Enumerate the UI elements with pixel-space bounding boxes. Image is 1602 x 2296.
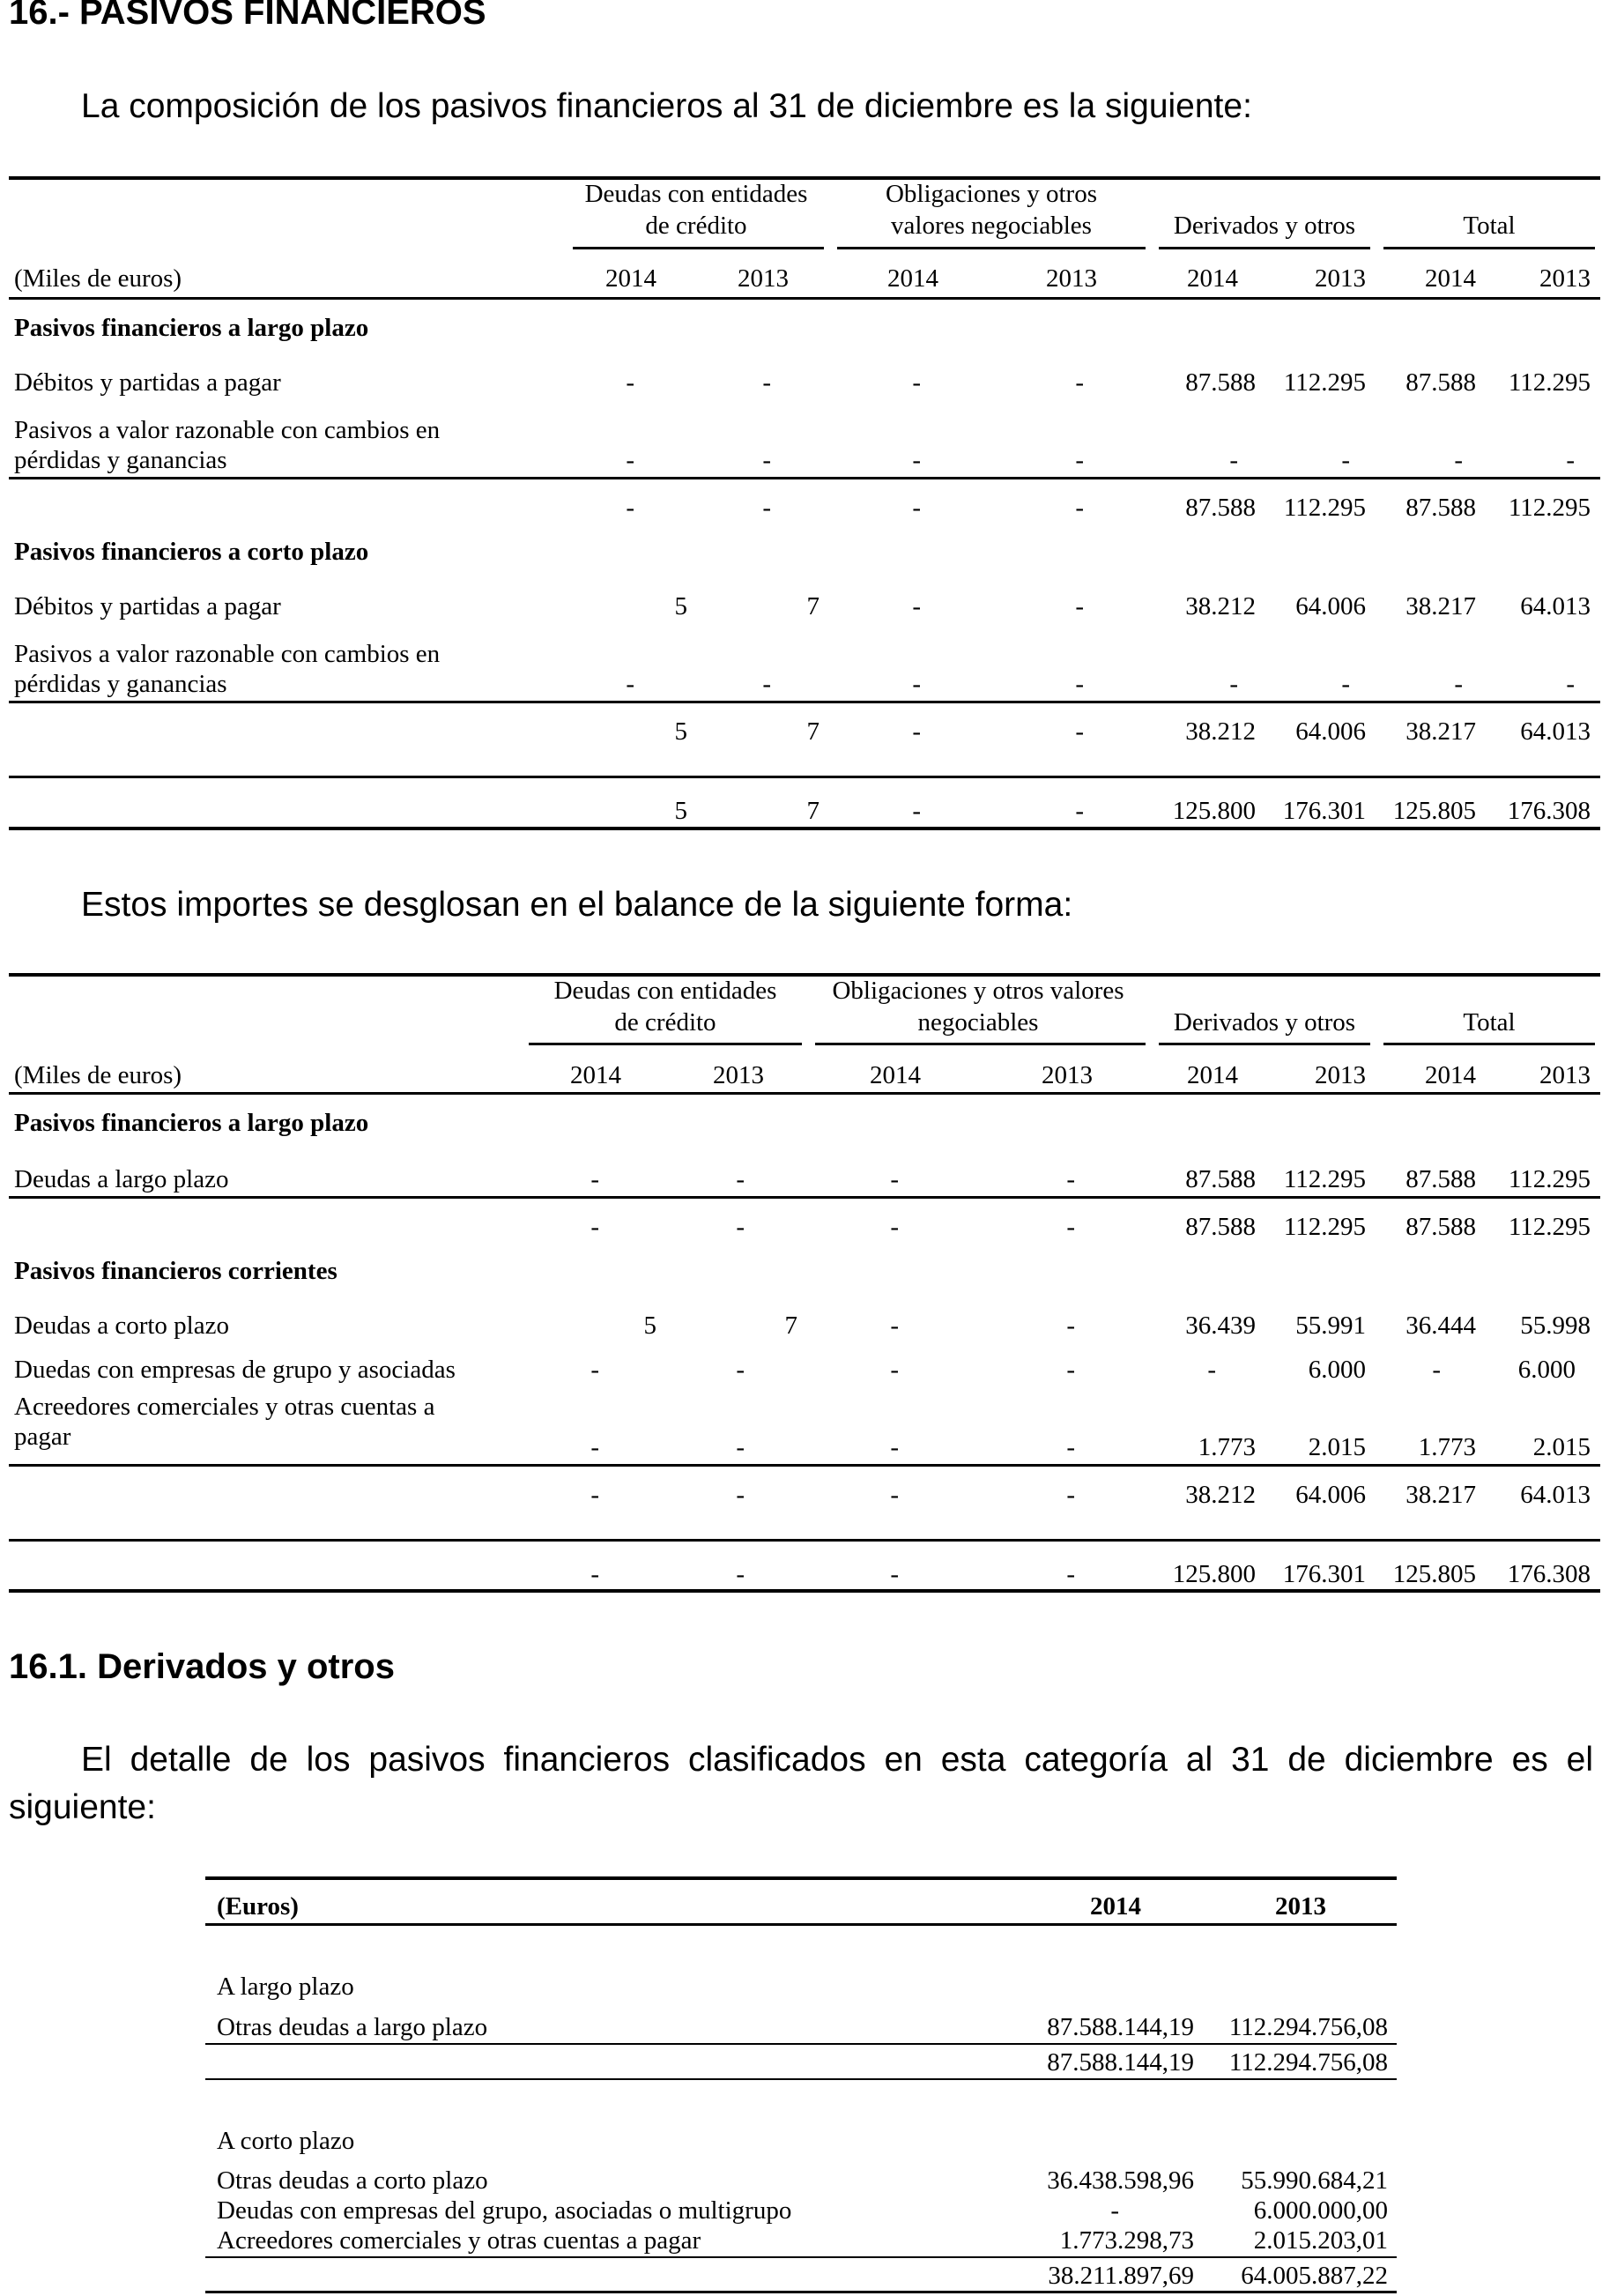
group-underline: [1159, 1043, 1370, 1045]
cell: 38.211.897,69: [1048, 2262, 1194, 2290]
row-label: Acreedores comerciales y otras cuentas a pagar: [217, 2226, 701, 2255]
cell: -: [1075, 797, 1084, 825]
group-underline: [1159, 247, 1370, 249]
cell: -: [1066, 1481, 1075, 1509]
year-header: 2014: [1187, 264, 1238, 293]
subsection-title: 16.1. Derivados y otros: [9, 1647, 395, 1686]
cell: -: [590, 1213, 599, 1241]
group-header-derivados: Derivados y otros: [1173, 1008, 1356, 1037]
cell: 55.990.684,21: [1241, 2166, 1388, 2195]
cell: -: [736, 1560, 745, 1588]
section-heading-corrientes: Pasivos financieros corrientes: [14, 1257, 337, 1285]
cell: 125.805: [1392, 1560, 1476, 1588]
cell: -: [762, 368, 771, 397]
cell: -: [1110, 2196, 1119, 2225]
cell: -: [590, 1560, 599, 1588]
cell: -: [1229, 446, 1238, 474]
cell: -: [590, 1481, 599, 1509]
cell: 112.295: [1283, 494, 1366, 522]
cell: -: [762, 446, 771, 474]
cell: 112.295: [1508, 494, 1591, 522]
group-header-deudas-line1: Deudas con entidades: [553, 977, 777, 1005]
cell: 1.773: [1418, 1433, 1476, 1461]
cell: -: [890, 1560, 899, 1588]
year-header: 2014: [605, 264, 656, 293]
cell: -: [1075, 670, 1084, 698]
cell: 5: [674, 592, 687, 620]
cell: -: [736, 1213, 745, 1241]
group-header-deudas-line2: de crédito: [614, 1008, 716, 1037]
cell: 7: [806, 797, 820, 825]
group-underline: [1383, 247, 1595, 249]
cell: -: [1454, 670, 1463, 698]
cell: -: [1207, 1356, 1216, 1384]
cell: 36.438.598,96: [1047, 2166, 1194, 2195]
cell: -: [736, 1356, 745, 1384]
cell: -: [912, 446, 921, 474]
cell: 87.588.144,19: [1047, 2013, 1194, 2041]
cell: 2.015: [1308, 1433, 1366, 1461]
group-header-obligaciones-line2: negociables: [917, 1008, 1039, 1037]
cell: -: [626, 368, 634, 397]
section-heading-largo-plazo: Pasivos financieros a largo plazo: [14, 1109, 369, 1137]
cell: 7: [806, 717, 820, 746]
cell: 176.301: [1282, 797, 1366, 825]
group-header-obligaciones-line1: Obligaciones y otros: [885, 180, 1097, 208]
cell: 36.439: [1185, 1311, 1256, 1340]
unit-label: (Miles de euros): [14, 264, 182, 293]
cell: -: [1341, 446, 1350, 474]
section-title: 16.- PASIVOS FINANCIEROS: [9, 0, 486, 32]
cell: -: [736, 1481, 745, 1509]
cell: 87.588.144,19: [1047, 2048, 1194, 2077]
row-label: Duedas con empresas de grupo y asociadas: [14, 1356, 456, 1384]
cell: 64.006: [1295, 592, 1366, 620]
cell: 36.444: [1405, 1311, 1476, 1340]
cell: 1.773: [1198, 1433, 1256, 1461]
subtotal-rule: [205, 2256, 1397, 2258]
cell: -: [912, 368, 921, 397]
group-header-total: Total: [1463, 212, 1516, 240]
row-label-line1: Pasivos a valor razonable con cambios en: [14, 640, 441, 668]
intro-paragraph-2: Estos importes se desglosan en el balance de la siguiente forma:: [81, 886, 1073, 924]
cell: 176.301: [1282, 1560, 1366, 1588]
header-bottom-rule: [9, 1092, 1600, 1095]
cell: 112.295: [1508, 368, 1591, 397]
cell: 64.005.887,22: [1241, 2262, 1388, 2290]
cell: -: [736, 1433, 745, 1461]
cell: 7: [806, 592, 820, 620]
cell: 87.588: [1405, 494, 1476, 522]
cell: 87.588: [1405, 1213, 1476, 1241]
cell: 87.588: [1405, 1165, 1476, 1193]
section-heading-corto-plazo: Pasivos financieros a corto plazo: [14, 538, 369, 566]
row-label-line2: pérdidas y ganancias: [14, 670, 227, 698]
row-label-line2: pérdidas y ganancias: [14, 446, 227, 474]
cell: -: [890, 1481, 899, 1509]
year-header: 2014: [1090, 1892, 1141, 1921]
cell: 6.000.000,00: [1253, 2196, 1388, 2225]
cell: -: [1066, 1356, 1075, 1384]
subtotal-bottom-rule: [205, 2078, 1397, 2080]
cell: 64.006: [1295, 1481, 1366, 1509]
year-header: 2013: [1046, 264, 1097, 293]
cell: -: [1066, 1560, 1075, 1588]
cell: 112.295: [1283, 1165, 1366, 1193]
subtotal-rule: [205, 2043, 1397, 2045]
group-underline: [837, 247, 1146, 249]
table-top-rule: [205, 1876, 1397, 1880]
year-header: 2014: [1425, 264, 1476, 293]
cell: -: [626, 494, 634, 522]
cell: 38.217: [1405, 1481, 1476, 1509]
cell: -: [1454, 446, 1463, 474]
row-label-line2: pagar: [14, 1423, 71, 1451]
cell: 1.773.298,73: [1059, 2226, 1194, 2255]
cell: -: [1229, 670, 1238, 698]
cell: 5: [674, 717, 687, 746]
year-header: 2013: [1539, 264, 1591, 293]
row-label: Deudas a largo plazo: [14, 1165, 229, 1193]
group-underline: [573, 247, 824, 249]
cell: 112.294.756,08: [1228, 2048, 1388, 2077]
cell: -: [912, 717, 921, 746]
header-bottom-rule: [205, 1923, 1397, 1926]
year-header: 2013: [1315, 1061, 1366, 1089]
cell: 87.588: [1185, 1165, 1256, 1193]
row-label: Otras deudas a corto plazo: [217, 2166, 488, 2195]
cell: 176.308: [1507, 1560, 1591, 1588]
year-header: 2014: [870, 1061, 921, 1089]
cell: 38.212: [1185, 592, 1256, 620]
table-bottom-rule: [9, 1589, 1600, 1593]
cell: 55.991: [1295, 1311, 1366, 1340]
subtotal-rule: [9, 1464, 1600, 1467]
cell: 125.800: [1172, 1560, 1256, 1588]
cell: 64.013: [1520, 1481, 1591, 1509]
table-bottom-rule: [9, 827, 1600, 830]
unit-label: (Miles de euros): [14, 1061, 182, 1089]
cell: 38.212: [1185, 1481, 1256, 1509]
cell: -: [912, 592, 921, 620]
row-label: Débitos y partidas a pagar: [14, 368, 281, 397]
cell: 112.294.756,08: [1228, 2013, 1388, 2041]
cell: -: [890, 1433, 899, 1461]
cell: 6.000: [1308, 1356, 1366, 1384]
group-underline: [1383, 1043, 1595, 1045]
cell: -: [1066, 1311, 1075, 1340]
cell: 112.295: [1508, 1165, 1591, 1193]
row-label-line1: Pasivos a valor razonable con cambios en: [14, 416, 441, 444]
cell: -: [912, 670, 921, 698]
cell: 38.217: [1405, 717, 1476, 746]
table-bottom-rule: [205, 2291, 1397, 2293]
cell: -: [1075, 368, 1084, 397]
cell: -: [1066, 1433, 1075, 1461]
year-header: 2013: [738, 264, 789, 293]
unit-label: (Euros): [217, 1892, 299, 1921]
group-header-deudas-line2: de crédito: [645, 212, 747, 240]
grand-total-top-rule: [9, 1539, 1600, 1542]
cell: -: [1432, 1356, 1441, 1384]
cell: -: [1566, 446, 1575, 474]
cell: 87.588: [1185, 494, 1256, 522]
group-underline: [815, 1043, 1146, 1045]
section-heading-corto-plazo: A corto plazo: [217, 2127, 355, 2155]
cell: 2.015: [1532, 1433, 1591, 1461]
year-header: 2014: [1187, 1061, 1238, 1089]
section-heading-largo-plazo: Pasivos financieros a largo plazo: [14, 314, 369, 342]
cell: -: [736, 1165, 745, 1193]
cell: 87.588: [1405, 368, 1476, 397]
cell: 5: [674, 797, 687, 825]
cell: -: [1066, 1213, 1075, 1241]
row-label: Deudas con empresas del grupo, asociadas o multigrupo: [217, 2196, 792, 2225]
cell: 176.308: [1507, 797, 1591, 825]
cell: -: [762, 494, 771, 522]
cell: -: [1075, 446, 1084, 474]
cell: 112.295: [1283, 1213, 1366, 1241]
subtotal-rule: [9, 701, 1600, 703]
cell: -: [890, 1165, 899, 1193]
cell: 64.013: [1520, 592, 1591, 620]
group-header-deudas-line1: Deudas con entidades: [584, 180, 808, 208]
cell: -: [590, 1356, 599, 1384]
year-header: 2013: [1539, 1061, 1591, 1089]
cell: -: [762, 670, 771, 698]
cell: -: [1075, 717, 1084, 746]
cell: 112.295: [1508, 1213, 1591, 1241]
group-header-obligaciones-line2: valores negociables: [891, 212, 1092, 240]
grand-total-top-rule: [9, 776, 1600, 778]
cell: 64.006: [1295, 717, 1366, 746]
cell: -: [1075, 494, 1084, 522]
row-label: Otras deudas a largo plazo: [217, 2013, 488, 2041]
year-header: 2014: [887, 264, 938, 293]
cell: -: [590, 1165, 599, 1193]
cell: 7: [784, 1311, 797, 1340]
cell: 125.800: [1172, 797, 1256, 825]
cell: 38.217: [1405, 592, 1476, 620]
year-header: 2014: [1425, 1061, 1476, 1089]
section-heading-largo-plazo: A largo plazo: [217, 1973, 354, 2001]
group-underline: [529, 1043, 802, 1045]
cell: -: [626, 446, 634, 474]
year-header: 2013: [1275, 1892, 1326, 1921]
cell: -: [912, 494, 921, 522]
cell: -: [1566, 670, 1575, 698]
year-header: 2013: [1042, 1061, 1093, 1089]
subtotal-rule: [9, 477, 1600, 479]
cell: -: [590, 1433, 599, 1461]
year-header: 2014: [570, 1061, 621, 1089]
header-bottom-rule: [9, 297, 1600, 300]
cell: -: [1066, 1165, 1075, 1193]
year-header: 2013: [713, 1061, 764, 1089]
cell: -: [1341, 670, 1350, 698]
cell: 38.212: [1185, 717, 1256, 746]
group-header-derivados: Derivados y otros: [1173, 212, 1356, 240]
intro-paragraph-3: El detalle de los pasivos financieros clasificados en esta categoría al 31 de diciembre es el siguiente:: [9, 1741, 1593, 1826]
cell: 112.295: [1283, 368, 1366, 397]
cell: -: [1075, 592, 1084, 620]
cell: 125.805: [1392, 797, 1476, 825]
row-label-line1: Acreedores comerciales y otras cuentas a: [14, 1393, 435, 1421]
group-header-obligaciones-line1: Obligaciones y otros valores: [832, 977, 1124, 1005]
row-label: Débitos y partidas a pagar: [14, 592, 281, 620]
cell: -: [626, 670, 634, 698]
intro-paragraph-1: La composición de los pasivos financieros al 31 de diciembre es la siguiente:: [81, 87, 1252, 125]
cell: 64.013: [1520, 717, 1591, 746]
group-header-total: Total: [1463, 1008, 1516, 1037]
cell: 55.998: [1520, 1311, 1591, 1340]
cell: 87.588: [1185, 1213, 1256, 1241]
cell: 87.588: [1185, 368, 1256, 397]
row-label: Deudas a corto plazo: [14, 1311, 229, 1340]
cell: 5: [643, 1311, 656, 1340]
cell: -: [912, 797, 921, 825]
cell: 2.015.203,01: [1253, 2226, 1388, 2255]
subtotal-rule: [9, 1196, 1600, 1199]
cell: -: [890, 1356, 899, 1384]
cell: 6.000: [1517, 1356, 1576, 1384]
cell: -: [890, 1311, 899, 1340]
cell: -: [890, 1213, 899, 1241]
year-header: 2013: [1315, 264, 1366, 293]
